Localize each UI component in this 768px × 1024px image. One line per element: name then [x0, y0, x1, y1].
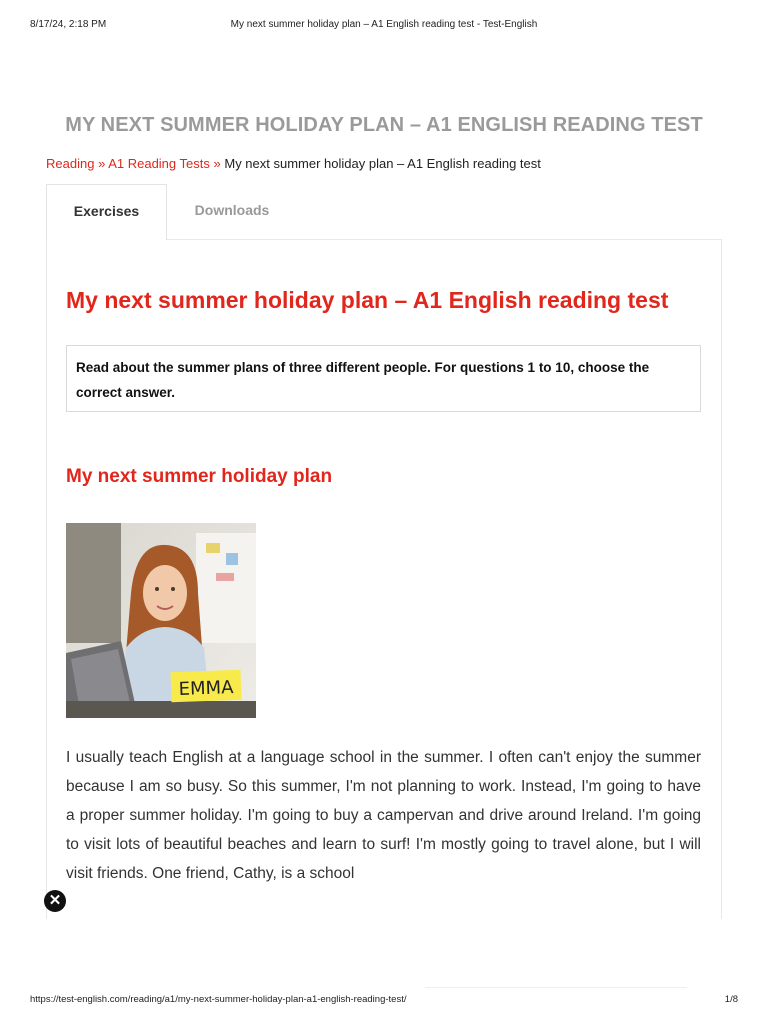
print-date: 8/17/24, 2:18 PM: [30, 19, 107, 30]
print-document-title: My next summer holiday plan – A1 English reading test - Test-English: [230, 19, 538, 30]
tab-exercises[interactable]: Exercises: [46, 184, 167, 240]
print-url: https://test-english.com/reading/a1/my-next-summer-holiday-plan-a1-english-reading-test/: [30, 994, 407, 1005]
page-title: MY NEXT SUMMER HOLIDAY PLAN – A1 ENGLISH READING TEST: [65, 114, 703, 136]
divider: [425, 987, 687, 988]
emma-photo: [66, 523, 256, 718]
breadcrumb-link-a1-reading-tests[interactable]: A1 Reading Tests: [108, 156, 210, 171]
close-icon[interactable]: ✕: [44, 890, 66, 912]
breadcrumb-current: My next summer holiday plan – A1 English reading test: [224, 156, 541, 171]
exercise-title: My next summer holiday plan – A1 English reading test: [66, 287, 669, 313]
breadcrumb-separator: »: [213, 156, 221, 171]
breadcrumb-separator: »: [98, 156, 106, 171]
tab-downloads[interactable]: Downloads: [194, 202, 270, 218]
page-number: 1/8: [724, 994, 738, 1005]
photo-label: EMMA: [178, 677, 234, 700]
section-title: My next summer holiday plan: [66, 466, 333, 487]
instructions-box: Read about the summer plans of three different people. For questions 1 to 10, choose the correct answer.: [66, 345, 701, 412]
print-footer: [30, 994, 738, 1008]
breadcrumb-link-reading[interactable]: Reading: [46, 156, 95, 171]
reading-passage: I usually teach English at a language school in the summer. I often can't enjoy the summer because I am so busy. So this summer, I'm not planning to work. Instead, I'm going to have a proper summer holiday. I'm going to buy a campervan and drive around Ireland. I'm going to visit lots of beautiful beaches and learn to surf! I'm mostly going to travel alone, but I will visit friends. One friend, Cathy, is a school: [66, 749, 701, 882]
tab-bar: [46, 184, 722, 240]
print-header: [30, 19, 738, 33]
breadcrumb: [46, 156, 541, 171]
